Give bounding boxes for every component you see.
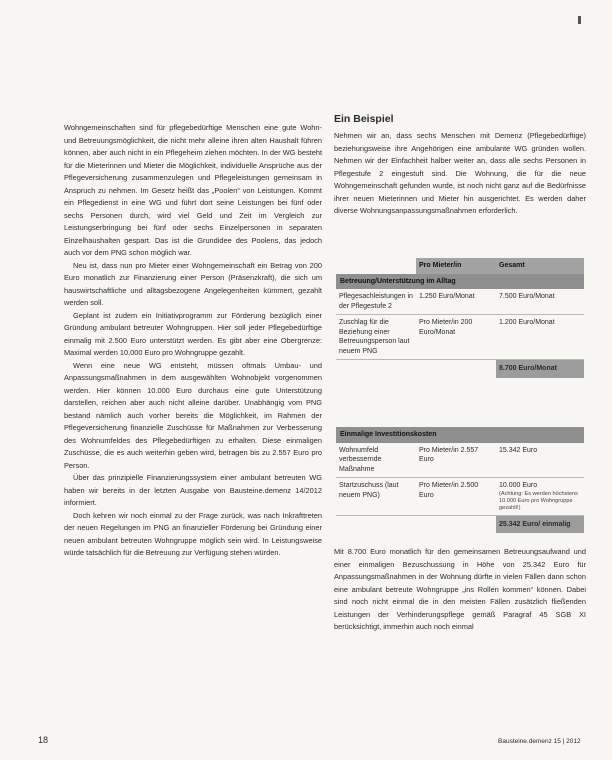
- paragraph: Wenn eine neue WG entsteht, müssen oftmals Umbau- und Anpassungsmaßnahmen in dem ausgewählten Wohnobjekt vorgenommen werden. Hier können 10.000 Euro durchaus eine gute Unterstützung darstellen, reichen aber auch nicht alleine darüber. Unabhängig vom PNG bestand nämlich auch vorher bereits die Möglichkeit, im Rahmen der Pflegeversicherung finanzielle Zuschüsse für Maßnahmen zur Verbesserung des Wohnumfeldes des Pflegebedürftigen zu erhalten. Diese einmaligen Zuschüsse, die es auch weiterhin geben wird, betragen bis zu 2.557 Euro pro Person.: [64, 360, 322, 470]
- paragraph: Geplant ist zudem ein Initiativprogramm zur Förderung bezüglich einer Gründung ambulant betreuter Wohngruppen. Hier soll jeder Pflegebedürftige einmalig mit 2.500 Euro unterstützt werden. Es gibt aber eine Obergrenze: Maximal werden 10.000 Euro pro Wohngruppe gezahlt.: [64, 310, 322, 357]
- table-section-band: Einmalige Investitionskosten: [336, 427, 584, 443]
- table-row: [336, 315, 584, 360]
- row-total: 15.342 Euro: [499, 446, 538, 454]
- right-text-column: [334, 112, 586, 218]
- cost-table-one-time: [336, 427, 584, 533]
- left-text-column: [64, 122, 322, 560]
- sum-value: 25.342 Euro/ einmalig: [496, 516, 584, 534]
- paragraph: Wohngemeinschaften sind für pflegebedürftige Menschen eine gute Wohn- und Betreuungsmöglichkeit, die nicht mehr alleine ihren alten Haushalt führen können, aber auch nicht in ein Pflegeheim ziehen möchten. In der WG besteht für die Mieterinnen und Mieter die Möglichkeit, individuelle Ansprüche aus der Pflegeversicherung zusammenzulegen und Pflegeleistungen gemeinsam in Anspruch zu nehmen. Im Gesetz heißt das „Poolen“ von Leistungen. Kommt ein Pflegedienst in eine WG und führt dort seine Leistungen bei fünf oder sechs Personen durch, wird viel Geld und Zeit im Vergleich zur Leistungserbringung bei fünf oder sechs Einzelpersonen in separaten Einzelhaushalten gespart. Das ist die Grundidee des Poolens, das jedoch auch vor dem PNG schon möglich war.: [64, 123, 322, 257]
- table-header-empty: [336, 258, 416, 274]
- row-per-tenant: 1.250 Euro/Monat: [419, 293, 475, 300]
- section-heading: Ein Beispiel: [334, 113, 394, 125]
- paragraph: Neu ist, dass nun pro Mieter einer Wohngemeinschaft ein Betrag von 200 Euro monatlich zur Finanzierung einer Person (Präsenzkraft), die sich um hauswirtschaftliche und alltagsbezogene Angelegenheiten kümmert, gezahlt werden soll.: [64, 260, 322, 307]
- table-header-total: Gesamt: [499, 262, 525, 269]
- paragraph: Doch kehren wir noch einmal zu der Frage zurück, was nach Inkrafttreten der neuen Regelungen im PNG an finanzieller Förderung bei Gründung einer neuen ambulant betreuten Wohngruppe möglich sein wird. In Leistungsweise würde tatsächlich für die Betreuung zur Verfügung stehen würden.: [64, 510, 322, 557]
- cost-table-monthly: [336, 258, 584, 378]
- row-total: 10.000 Euro: [499, 482, 538, 489]
- table-header-per-tenant: Pro Mieter/in: [419, 262, 462, 269]
- sum-spacer: [336, 360, 496, 378]
- closing-paragraph: Mit 8.700 Euro monatlich für den gemeinsamen Betreuungsaufwand und einer einmaligen Bezuschussung in Höhe von 25.342 Euro für Anpassungsmaßnahmen in der Wohnung dürfte in vielen Fällen dann schon eine ambulant betreute Wohngruppe „ins Rollen kommen“ können. Dabei sind noch nicht einmal die in den meisten Fällen zusätzlich fließenden Leistungen der Verhinderungspflege gemäß Paragraf 45 SGB XI berücksichtigt, immerhin auch noch einmal: [334, 547, 586, 631]
- intro-paragraph: Nehmen wir an, dass sechs Menschen mit Demenz (Pflegebedürftige) beziehungsweise ihre Angehörigen eine ambulante WG gründen wollen. Nehmen wir der Einfachheit halber weiter an, dass alle sechs Personen in Pflegestufe 2 eingestuft sind. Die Wohnung, die für die neue Wohngemeinschaft gefunden wurde, ist noch nicht ganz auf die Bedürfnisse ihrer neuen Mieterinnen und Mieter hin ausgerichtet. Es werden daher diverse Wohnungsanpassungsmaßnahmen erforderlich.: [334, 131, 586, 215]
- row-per-tenant: Pro Mieter/in 200 Euro/Monat: [419, 319, 473, 336]
- row-label: Pflegesachleistungen in der Pflegestufe 2: [339, 293, 413, 310]
- row-label: Wohnumfeld verbessernde Maßnahme: [339, 446, 382, 473]
- sum-value: 8.700 Euro/Monat: [496, 360, 584, 378]
- row-label: Zuschlag für die Beziehung einer Betreuungsperson laut neuem PNG: [339, 319, 410, 355]
- row-total-cell: [496, 478, 584, 515]
- table-row: [336, 443, 584, 479]
- table-sum-row: [336, 516, 584, 534]
- crop-mark: [578, 16, 581, 24]
- paragraph: Über das prinzipielle Finanzierungssystem einer ambulant betreuten WG haben wir bereits in der letzten Ausgabe von Bausteine.demenz 14/2012 informiert.: [64, 473, 322, 507]
- page-number: 18: [38, 735, 49, 745]
- row-per-tenant: Pro Mieter/in 2.500 Euro: [419, 482, 479, 499]
- table-row: [336, 478, 584, 516]
- row-total: 7.500 Euro/Monat: [499, 293, 555, 300]
- row-note: (Achtung: Es werden höchstens 10.000 Euro pro Wohngruppe gezahlt!): [499, 490, 578, 511]
- table-header-row: [336, 258, 584, 274]
- sum-spacer: [336, 516, 496, 534]
- table-sum-row: [336, 360, 584, 378]
- table-row: [336, 289, 584, 315]
- table-section-band: Betreuung/Unterstützung im Alltag: [336, 274, 584, 290]
- row-per-tenant: Pro Mieter/in 2.557 Euro: [419, 446, 479, 463]
- row-total: 1.200 Euro/Monat: [499, 319, 555, 326]
- magazine-footer: Bausteine.demenz 15 | 2012: [498, 738, 581, 745]
- row-label: Startzuschuss (laut neuem PNG): [339, 482, 399, 499]
